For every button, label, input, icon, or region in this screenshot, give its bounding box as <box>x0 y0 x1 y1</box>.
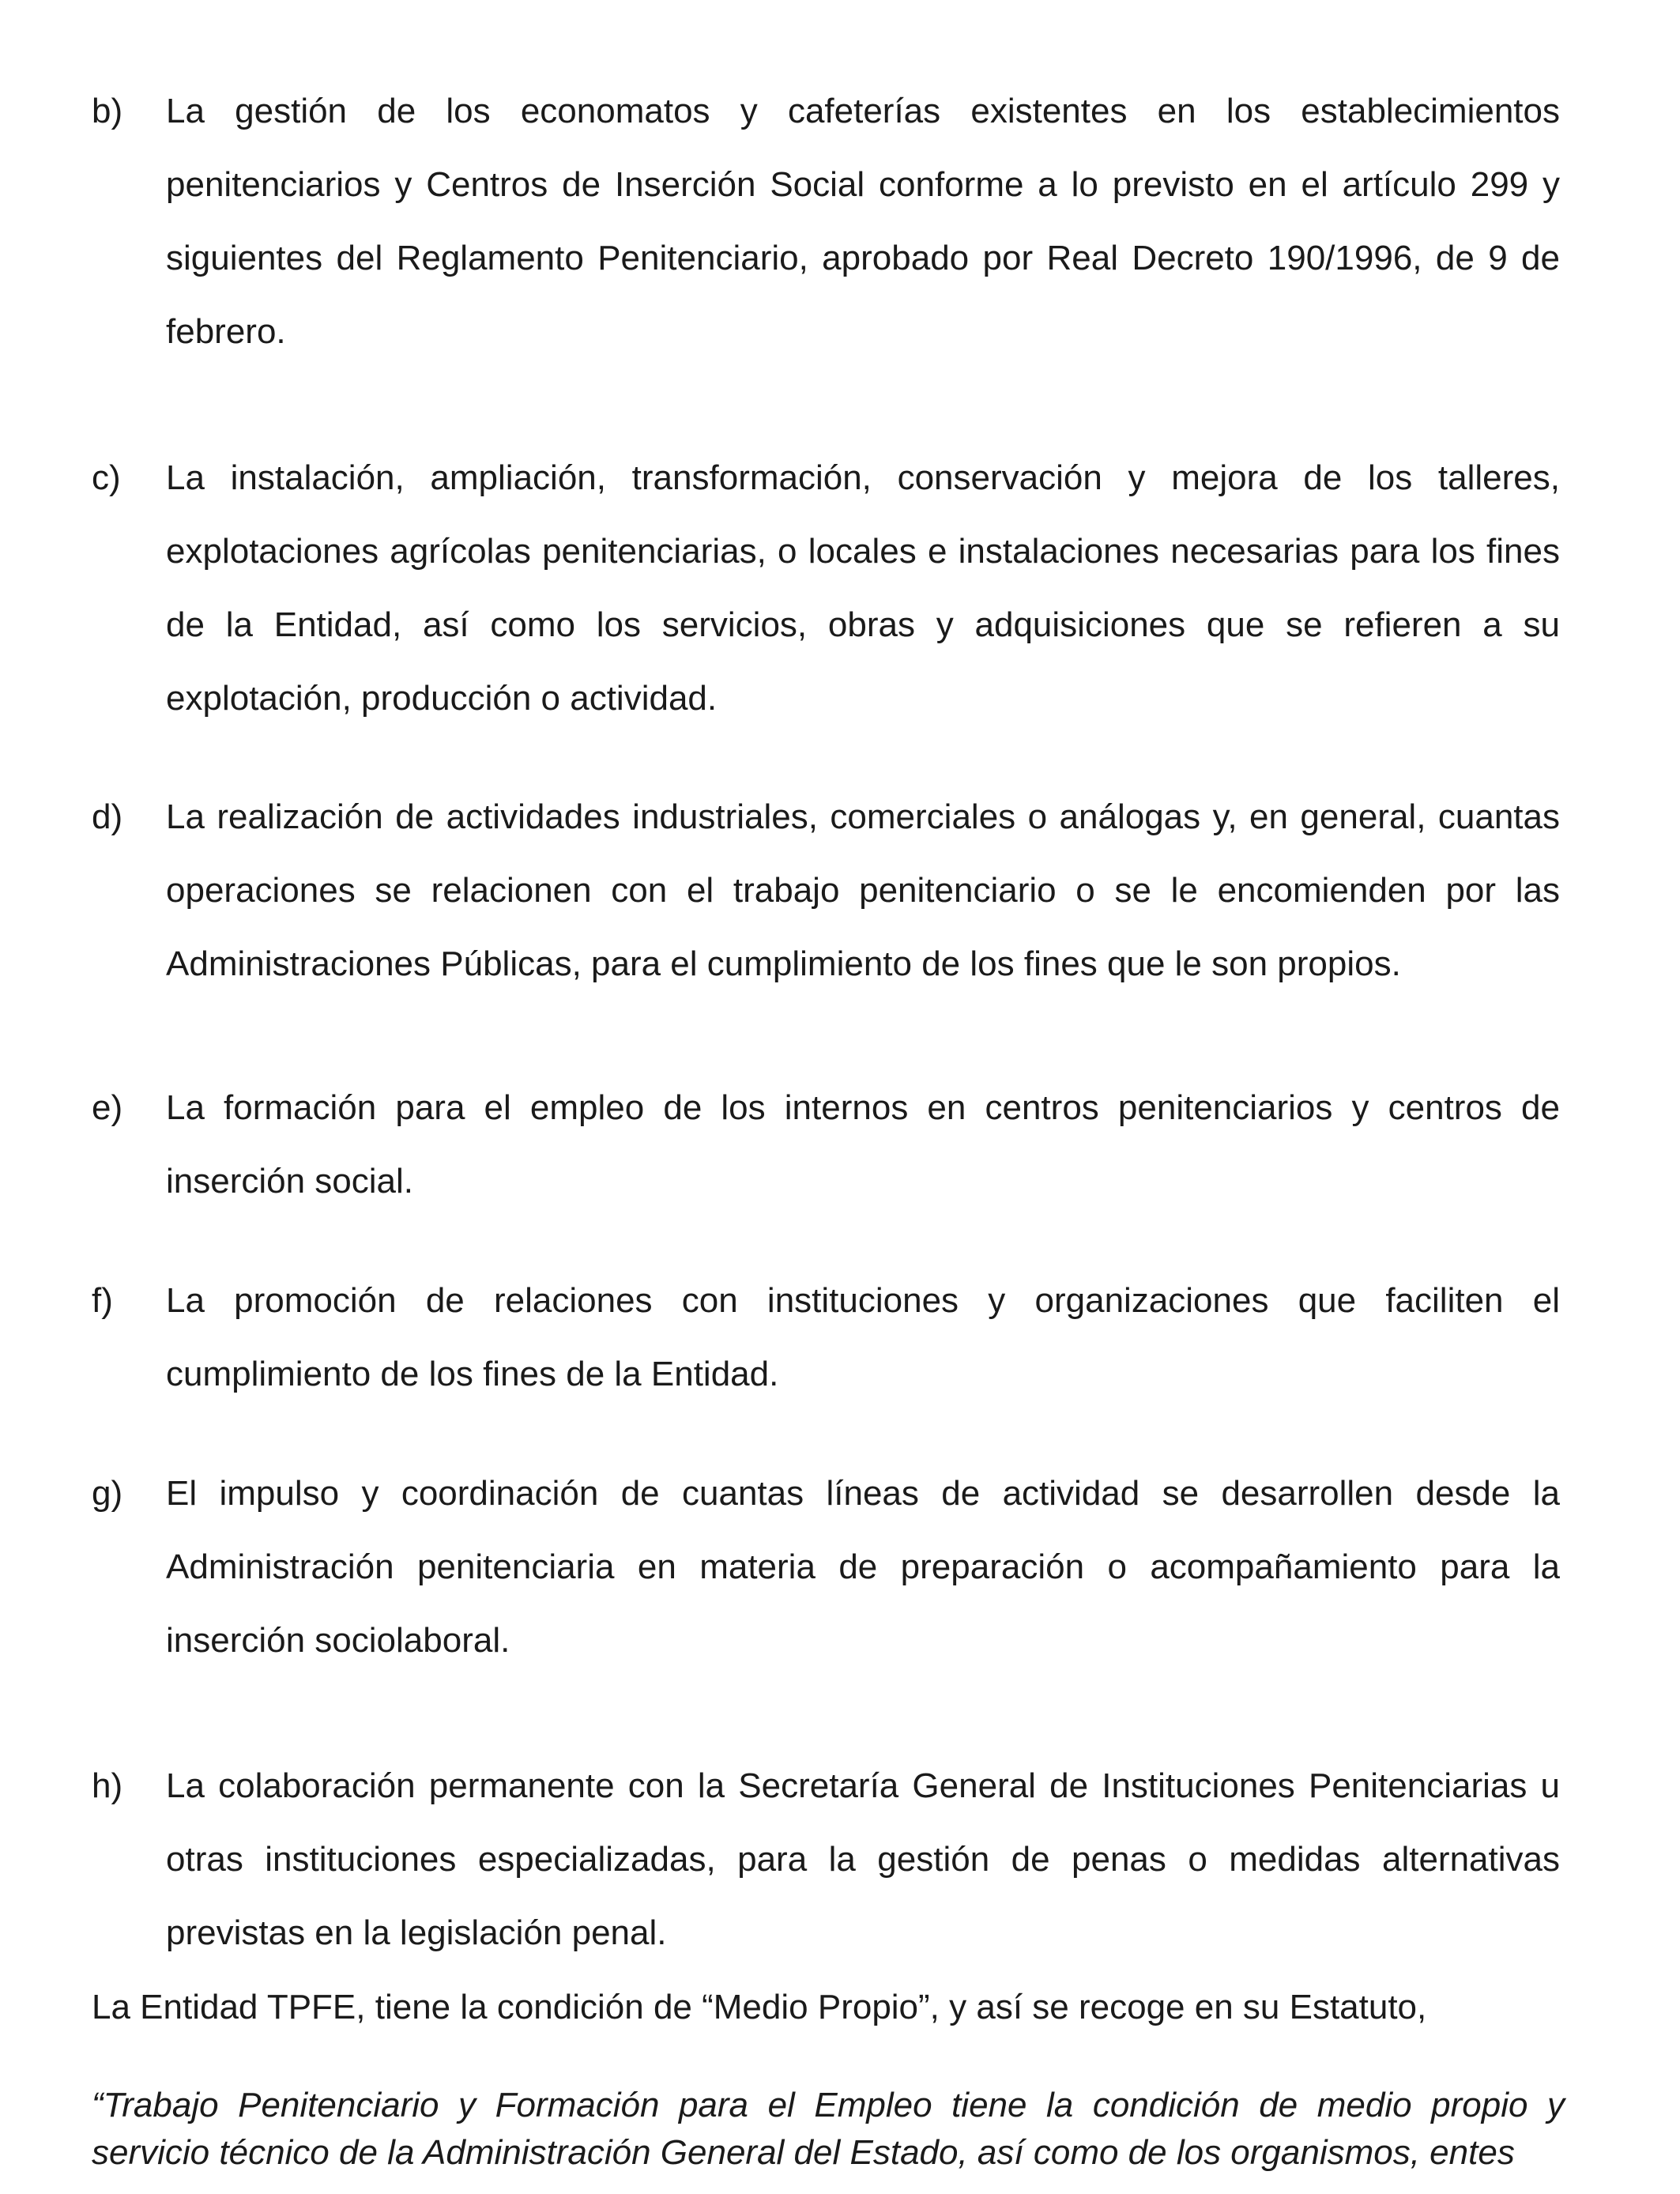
list-item-text: La promoción de relaciones con instituciones y organizaciones que faciliten el cumplimiento de los fines de la Entidad. <box>166 1281 1560 1393</box>
list-marker: g) <box>92 1474 123 1513</box>
list-item-text: La instalación, ampliación, transformación, conservación y mejora de los talleres, explotaciones agrícolas penitenciarias, o locales e instalaciones necesarias para los fines de la Entidad, así como los servicios, obras y adquisiciones que se refieren a su explotación, producción o actividad. <box>166 458 1560 718</box>
list-marker: h) <box>92 1766 123 1805</box>
list-item-text: El impulso y coordinación de cuantas líneas de actividad se desarrollen desde la Administración penitenciaria en materia de preparación o acompañamiento para la inserción sociolaboral. <box>166 1474 1560 1660</box>
list-item-text: La colaboración permanente con la Secretaría General de Instituciones Penitenciarias u otras instituciones especializadas, para la gestión de penas o medidas alternativas previstas en la legislación penal. <box>166 1766 1560 1952</box>
list-item-text: La formación para el empleo de los internos en centros penitenciarios y centros de inserción social. <box>166 1088 1560 1201</box>
list-marker: b) <box>92 92 123 130</box>
statute-quote: “Trabajo Penitenciario y Formación para el Empleo tiene la condición de medio propio y servicio técnico de la Administración General del Estado, así como de los organismos, entes <box>92 2086 1565 2172</box>
list-item-text: La realización de actividades industriales, comerciales o análogas y, en general, cuantas operaciones se relacionen con el trabajo penitenciario o se le encomienden por las Administraciones Públicas, para el cumplimiento de los fines que le son propios. <box>166 797 1560 983</box>
list-marker: d) <box>92 797 123 836</box>
list-marker: e) <box>92 1088 123 1127</box>
list-marker: f) <box>92 1281 113 1320</box>
body-paragraph: La Entidad TPFE, tiene la condición de “Medio Propio”, y así se recoge en su Estatuto, <box>92 1988 1427 2026</box>
list-item-text: La gestión de los economatos y cafeterías existentes en los establecimientos penitenciarios y Centros de Inserción Social conforme a lo previsto en el artículo 299 y siguientes del Reglamento Penitenciario, aprobado por Real Decreto 190/1996, de 9 de febrero. <box>166 92 1560 351</box>
list-marker: c) <box>92 458 121 497</box>
